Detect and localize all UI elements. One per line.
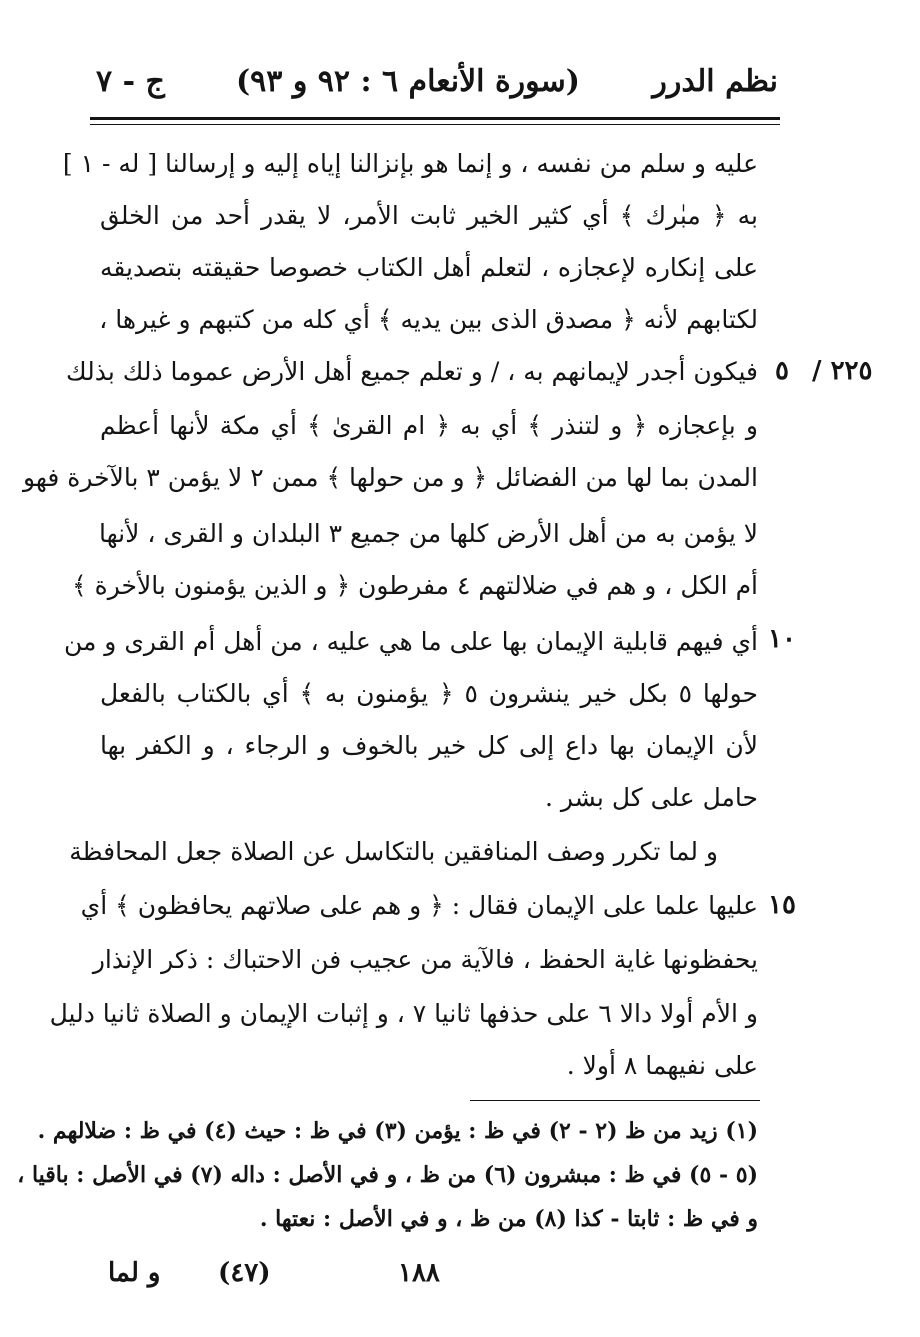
running-title: نظم الدرر: [652, 64, 778, 99]
footnote-line-3: و في ظ : ثابتا - كذا (٨) من ظ ، و في الأصل : نعتها .: [259, 1206, 758, 1232]
body-line-1: عليه و سلم من نفسه ، و إنما هو بإنزالنا إياه إليه و إرسالنا [ له - ١ ]: [62, 149, 758, 178]
body-line-8: لا يؤمن به من أهل الأرض كلها من جميع ٣ البلدان و القرى ، لأنها: [99, 519, 758, 548]
footnote-line-1: (١) زيد من ظ (٢ - ٢) في ظ : يؤمن (٣) في ظ : حيث (٤) في ظ : ضلالهم .: [37, 1118, 758, 1144]
body-line-10: أي فيهم قابلية الإيمان بها على ما هي عليه ، من أهل أم القرى و من: [63, 627, 758, 656]
body-line-15: عليها علما على الإيمان فقال : ﴿ و هم على صلاتهم يحافظون ﴾ أي: [80, 891, 758, 920]
body-line-18: على نفيهما ٨ أولا .: [566, 1051, 758, 1080]
body-line-6: و بإعجازه ﴿ و لتنذر ﴾ أي به ﴿ ام القرىٰ ﴾ أي مكة لأنها أعظم: [100, 411, 758, 440]
body-line-3: على إنكاره لإعجازه ، لتعلم أهل الكتاب خصوصا حقيقته بتصديقه: [100, 253, 758, 282]
body-line-16: يحفظونها غاية الحفظ ، فالآية من عجيب فن الاحتباك : ذكر الإنذار: [92, 945, 758, 974]
body-line-13: حامل على كل بشر .: [544, 783, 758, 812]
footnote-rule: [470, 1100, 760, 1101]
body-line-12: لأن الإيمان بها داع إلى كل خير بالخوف و الرجاء ، و الكفر بها: [100, 731, 758, 760]
body-line-7: المدن بما لها من الفضائل ﴿ و من حولها ﴾ ممن ٢ لا يؤمن ٣ بالآخرة فهو: [22, 463, 758, 492]
header-rule-thin: [90, 124, 780, 125]
body-line-9: أم الكل ، و هم في ضلالتهم ٤ مفرطون ﴿ و الذين يؤمنون بالأخرة ﴾: [72, 571, 758, 600]
line-number-5: ٥: [775, 356, 789, 386]
manuscript-page-number: (٤٧): [218, 1258, 271, 1288]
surah-reference: (سورة الأنعام ٦ : ٩٢ و ٩٣): [235, 64, 580, 99]
line-number-10: ١٠: [768, 624, 796, 654]
manuscript-folio-marker: ٢٢٥ /: [812, 356, 873, 386]
page-number: ١٨٨: [398, 1258, 440, 1288]
body-line-2: به ﴿ مبٰرك ﴾ أي كثير الخير ثابت الأمر، لا يقدر أحد من الخلق: [100, 201, 758, 230]
body-line-5: فيكون أجدر لإيمانهم به ، / و تعلم جميع أهل الأرض عموما ذلك بذلك: [66, 357, 758, 386]
body-line-11: حولها ٥ بكل خير ينشرون ٥ ﴿ يؤمنون به ﴾ أي بالكتاب بالفعل: [100, 679, 758, 708]
body-line-4: لكتابهم لأنه ﴿ مصدق الذى بين يديه ﴾ أي كله من كتبهم و غيرها ،: [99, 305, 758, 334]
catchword: و لما: [108, 1258, 161, 1288]
body-line-14: و لما تكرر وصف المنافقين بالتكاسل عن الصلاة جعل المحافظة: [69, 837, 718, 866]
line-number-15: ١٥: [768, 890, 796, 920]
footnote-line-2: (٥ - ٥) في ظ : مبشرون (٦) من ظ ، و في الأصل : داله (٧) في الأصل : باقيا ،: [17, 1162, 758, 1188]
header-rule-thick: [90, 117, 780, 120]
body-line-17: و الأم أولا دالا ٦ على حذفها ثانيا ٧ ، و إثبات الإيمان و الصلاة ثانيا دليل: [49, 999, 758, 1028]
volume-label: ج - ٧: [96, 64, 165, 99]
